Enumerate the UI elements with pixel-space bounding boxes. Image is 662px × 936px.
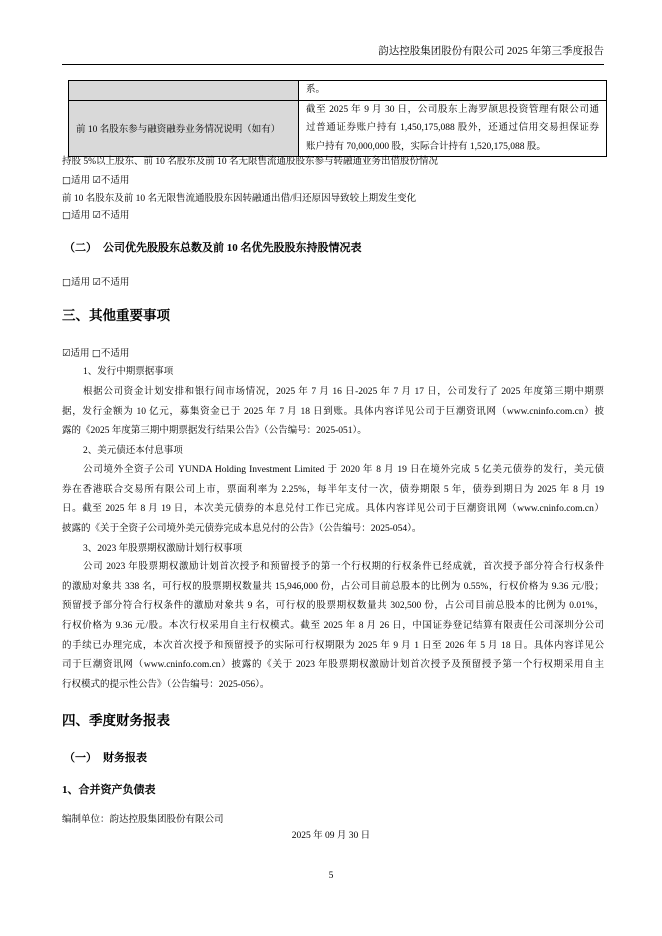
paragraph-line: 券在香港联合交易所有限公司上市，票面利率为 2.25%，每半年支付一次，债券期限 5 年，债券到期日为 2025 年 8 月 19 bbox=[62, 484, 604, 495]
preferred-shareholders-heading bbox=[64, 240, 362, 256]
margin-trading-label: 前 10 名股东参与融资融券业务情况说明（如有） bbox=[69, 100, 299, 157]
section-title: 公司优先股股东总数及前 10 名优先股股东持股情况表 bbox=[103, 242, 362, 254]
prepared-by: 编制单位：韵达控股集团股份有限公司 bbox=[62, 815, 224, 825]
table-value-line: 过普通证券账户持有 1,450,175,088 股外，还通过信用交易担保证券 bbox=[306, 123, 599, 133]
table-label-cell bbox=[69, 81, 299, 101]
checkbox-checked-icon: ☑ bbox=[92, 210, 101, 221]
checkbox-checked-icon: ☑ bbox=[92, 175, 101, 186]
item-title-usd-bond: 2、美元债还本付息事项 bbox=[83, 446, 183, 456]
margin-trading-value bbox=[299, 100, 607, 157]
paragraph-line: 公司境外全资子公司 YUNDA Holding Investment Limited 于 2020 年 8 月 19 日在境外完成 5 亿美元债券的发行，美元债 bbox=[83, 465, 604, 476]
balance-sheet-title: 1、合并资产负债表 bbox=[62, 784, 156, 796]
lending-applicability bbox=[62, 174, 129, 188]
section-number: （一） bbox=[64, 752, 97, 764]
paragraph-line: 根据公司资金计划安排和银行间市场情况，2025 年 7 月 16 日-2025 年 7 月 17 日，公司发行了 2025 年度第三期中期票 bbox=[83, 387, 604, 398]
page-number: 5 bbox=[328, 871, 334, 881]
checkbox-unchecked-icon: □ bbox=[62, 175, 71, 186]
table-value-text: 系。 bbox=[306, 85, 326, 95]
not-applicable-label: 不适用 bbox=[100, 211, 130, 221]
applicable-label: 适用 bbox=[70, 176, 90, 186]
applicable-label: 适用 bbox=[70, 278, 90, 288]
paragraph-line: 露的《2025 年度第三期中期票据发行结果公告》（公告编号：2025-051）。 bbox=[62, 426, 367, 437]
paragraph-line: 披露的《关于全资子公司境外美元债券完成本息兑付的公告》（公告编号：2025-054）。 bbox=[62, 523, 422, 534]
table-value-line: 截至 2025 年 9 月 30 日，公司股东上海罗颉思投资管理有限公司通 bbox=[306, 104, 599, 115]
paragraph-line: 公司 2023 年股票期权激励计划首次授予和预留授予的第一个行权期的行权条件已经成就，首次授予部分符合行权条件 bbox=[83, 562, 604, 573]
paragraph-line: 预留授予部分符合行权条件的激励对象共 9 名，可行权的股票期权数量共 302,500 份，占公司目前总股本的比例为 0.01%， bbox=[62, 601, 604, 612]
section-title: 财务报表 bbox=[103, 752, 147, 764]
item-title-stock-options: 3、2023 年股票期权激励计划行权事项 bbox=[83, 544, 243, 554]
section-number: （二） bbox=[64, 242, 97, 254]
lending-title: 持股 5%以上股东、前 10 名股东及前 10 名无限售流通股股东参与转融通业务出借股份情况 bbox=[62, 157, 439, 167]
not-applicable-label: 不适用 bbox=[100, 278, 130, 288]
not-applicable-label: 不适用 bbox=[100, 176, 130, 186]
paragraph-line: 的手续已办理完成，本次首次授予和预留授予的实际可行权期限为 2025 年 9 月 1 日至 2026 年 5 月 18 日。具体内容详见公 bbox=[62, 640, 604, 651]
not-applicable-label: 不适用 bbox=[100, 349, 130, 359]
paragraph-mtn-issuance bbox=[62, 383, 604, 442]
lending-change-applicability bbox=[62, 209, 129, 223]
paragraph-line: 日。截至 2025 年 8 月 19 日，本次美元债券的本息兑付工作已完成。具体内容详见公司于巨潮资讯网（www.cninfo.com.cn） bbox=[62, 504, 604, 515]
other-matters-heading: 三、其他重要事项 bbox=[62, 308, 170, 323]
checkbox-unchecked-icon: □ bbox=[91, 348, 101, 359]
other-matters-applicability bbox=[62, 347, 129, 361]
table-value-line: 账户持有 70,000,000 股，实际合计持有 1,520,175,088 股。 bbox=[306, 141, 546, 152]
table-row bbox=[69, 81, 607, 101]
paragraph-stock-options bbox=[62, 558, 604, 695]
checkbox-unchecked-icon: □ bbox=[62, 210, 71, 221]
paragraph-line: 的激励对象共 338 名，可行权的股票期权数量共 15,946,000 份，占公司目前总股本的比例为 0.55%，行权价格为 9.36 元/股； bbox=[62, 581, 604, 592]
paragraph-usd-bond bbox=[62, 461, 604, 539]
checkbox-checked-icon: ☑ bbox=[62, 348, 71, 359]
financial-statements-heading: 四、季度财务报表 bbox=[62, 713, 170, 728]
report-header-title: 韵达控股集团股份有限公司 2025 年第三季度报告 bbox=[378, 46, 604, 57]
preferred-applicability bbox=[62, 276, 129, 290]
shareholder-table bbox=[68, 80, 607, 157]
financial-statements-subheading bbox=[64, 750, 147, 766]
applicable-label: 适用 bbox=[70, 349, 90, 359]
table-row bbox=[69, 100, 607, 157]
checkbox-unchecked-icon: □ bbox=[62, 277, 71, 288]
paragraph-line: 行权价格为 9.36 元/股。本次行权采用自主行权模式。截至 2025 年 8 月 26 日，中国证券登记结算有限责任公司深圳分公司 bbox=[62, 620, 604, 631]
applicable-label: 适用 bbox=[70, 211, 90, 221]
paragraph-line: 司于巨潮资讯网（www.cninfo.com.cn）披露的《关于 2023 年股票期权激励计划首次授予及预留授予第一个行权期采用自主 bbox=[62, 660, 604, 671]
statement-date: 2025 年 09 月 30 日 bbox=[291, 831, 371, 841]
paragraph-line: 行权模式的提示性公告》（公告编号：2025-056）。 bbox=[62, 679, 270, 690]
paragraph-line: 据，发行金额为 10 亿元，募集资金已于 2025 年 7 月 18 日到账。具体内容详见公司于巨潮资讯网（www.cninfo.com.cn）披 bbox=[62, 406, 604, 417]
lending-change-title: 前 10 名股东及前 10 名无限售流通股股东因转融通出借/归还原因导致较上期发生变化 bbox=[62, 194, 417, 204]
item-title-mtn-issuance: 1、发行中期票据事项 bbox=[83, 367, 174, 377]
header-divider bbox=[62, 64, 604, 65]
checkbox-checked-icon: ☑ bbox=[92, 277, 101, 288]
table-value-cell bbox=[299, 81, 607, 101]
